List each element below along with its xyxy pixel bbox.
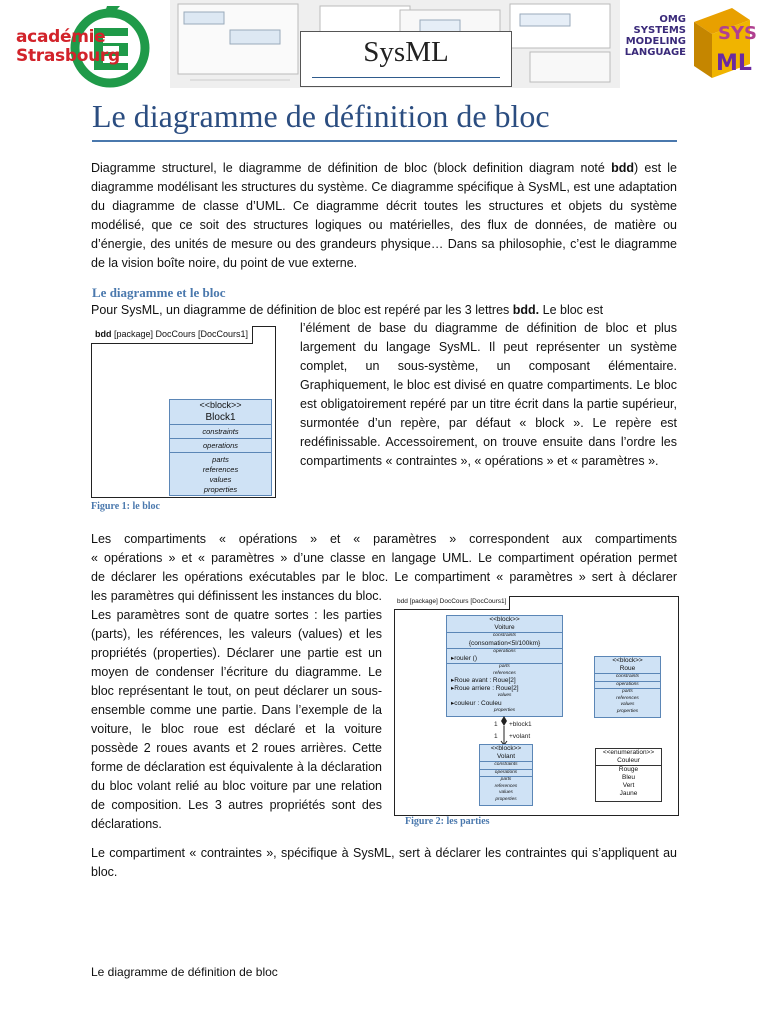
voiture-constraints-label: constraints — [492, 633, 517, 638]
roue-stereotype: <<block>> — [612, 657, 643, 664]
roue-name: Roue — [619, 665, 636, 672]
para2-line3: de déclarer les opérations exécutables par le bloc. Le compartiment « paramètres » sert à déclarer — [91, 570, 677, 584]
omg-sysml-logo — [624, 4, 757, 90]
header-title: SysML — [363, 36, 449, 68]
voiture-value1: ▸couleur : Couleu — [451, 699, 502, 707]
roue-operations: operations — [595, 681, 660, 689]
para3: Le compartiment « contraintes », spécifique à SysML, sert à déclarer les contraintes qui s’appliquent au bloc. — [91, 846, 677, 879]
couleur-enumeration — [595, 748, 662, 802]
roue-constraints: constraints — [595, 673, 660, 681]
voiture-parts-label: parts — [499, 664, 510, 669]
figure1-tab-bdd: bdd — [95, 329, 112, 339]
roue-parts: parts — [595, 688, 660, 696]
enum-name: Couleur — [617, 757, 640, 764]
section-line1-a: Pour SysML, un diagramme de définition de bloc est repéré par les 3 lettres — [91, 303, 513, 317]
link-top-mult: 1 — [494, 721, 498, 728]
academie-line1: académie — [16, 27, 106, 47]
volant-references: references — [494, 783, 518, 789]
academie-line2: Strasbourg — [16, 46, 120, 66]
block1-parts: parts — [212, 455, 229, 464]
omg-line4: LANGUAGE — [624, 47, 686, 58]
roue-properties: properties — [616, 708, 639, 714]
block1 — [169, 399, 272, 496]
omg-line3: MODELING — [625, 36, 686, 47]
section-line1-b: Le bloc est — [539, 303, 604, 317]
section-wrap-paragraph: l’élément de base du diagramme de définition de bloc et plus largement du langage SysML. Il peut représenter un système complet, un sous-système, un composant élémentaire. Graphiquement, le bloc est divisé en quatre compartiments. Le bloc est obligatoirement repéré par un titre écrit dans la partie supérieur, surmontée d’un repère, par défaut « block ». Le repère est redéfinissable. Accessoirement, on trouve ensuite dans l’ordre les compartiments « contraintes », « opérations » et « paramètres ». — [300, 321, 677, 468]
link-bottom-label: +volant — [509, 733, 531, 740]
roue-block — [594, 656, 661, 718]
para2-wrap: les paramètres qui définissent les instances du bloc. Les paramètres sont de quatre sortes : les parties (parts), les références, les valeurs (values) et les propriétés (properties). Déclarer une partie est un moyen de condenser l’écriture du diagramme. Le bloc représentant le tout, on peut déclarer un sous-ensemble comme une partie. Dans l’exemple de la voiture, le bloc roue est déclaré et la voiture possède 2 roues avants et 2 roues arrières. Cette forme de déclaration est équivalente à la déclaration du bloc volant relié au bloc voiture par une relation de composition. Les 3 autres propriétés sont des déclarations. — [91, 589, 382, 831]
page-footer: Le diagramme de définition de bloc — [91, 965, 278, 979]
roue-values: values — [620, 702, 635, 707]
title-underline — [312, 77, 500, 78]
section-line1 — [91, 301, 677, 320]
voiture-part2: ▸Roue arriere : Roue[2] — [451, 685, 519, 692]
section-heading: Le diagramme et le bloc — [92, 285, 226, 300]
enum-value-jaune: Jaune — [619, 790, 638, 797]
figure1-tab-text: [package] DocCours [DocCours1] — [111, 329, 249, 339]
intro-bdd: bdd — [611, 161, 634, 175]
sysml-badge-sys: SYS — [718, 23, 757, 44]
figure1-caption: Figure 1: le bloc — [91, 501, 160, 512]
intro-paragraph — [91, 159, 677, 273]
figure2-caption: Figure 2: les parties — [405, 816, 490, 827]
enum-stereotype: <<enumeration>> — [602, 749, 655, 756]
voiture-name: Voiture — [494, 624, 515, 631]
volant-parts: parts — [480, 776, 532, 784]
figure2-tab: bdd [package] DocCours [DocCours1] — [394, 596, 510, 610]
enum-value-bleu: Bleu — [621, 774, 635, 781]
block1-values: values — [209, 475, 232, 484]
block1-operations: operations — [170, 438, 271, 452]
link-top-label: +block1 — [509, 721, 532, 728]
volant-stereotype: <<block>> — [490, 745, 522, 752]
voiture-part1: ▸Roue avant : Roue[2] — [451, 677, 516, 684]
volant-operations: operations — [480, 769, 532, 777]
enum-value-rouge: Rouge — [618, 766, 639, 773]
enum-value-vert: Vert — [622, 782, 635, 789]
volant-block — [479, 744, 533, 806]
roue-references: references — [616, 695, 639, 701]
composition-link — [480, 714, 540, 746]
block1-name: Block1 — [205, 412, 236, 423]
block1-properties: properties — [203, 485, 238, 494]
intro-text-b: ) est le diagramme modélisant les structures du système. Ce diagramme spécifique à SysML, est une adaptation du diagramme de classe d’UML. Ce diagramme décrit toutes les structures et objets du système modélisé, que ce soit des structures logiques ou matérielles, des flux de données, de matière ou d’énergie, des unités de mesure ou des grandeurs physique… Dans sa philosophie, c’est le diagramme de la vision boîte noire, du point de vue externe. — [91, 161, 677, 270]
para2-line2: « opérations » et « paramètres » d’une classe en langage UML. Le compartiment opération permet — [91, 551, 677, 565]
volant-name: Volant — [496, 753, 516, 760]
sysml-badge-ml: ML — [716, 51, 752, 76]
page-title: Le diagramme de définition de bloc — [92, 98, 550, 134]
voiture-values-label: values — [497, 693, 512, 698]
voiture-stereotype: <<block>> — [489, 616, 520, 623]
block1-stereotype: <<block>> — [199, 400, 242, 410]
volant-properties: properties — [495, 796, 517, 802]
intro-text-a: Diagramme structurel, le diagramme de définition de bloc (block definition diagram noté — [91, 161, 612, 175]
figure1-tab — [91, 326, 253, 344]
voiture-block — [446, 615, 563, 717]
academie-wordmark — [16, 28, 120, 66]
block1-constraints: constraints — [170, 424, 271, 438]
section-bdd: bdd. — [512, 303, 540, 317]
volant-values: values — [499, 790, 513, 795]
voiture-properties-label: properties — [493, 707, 516, 713]
omg-line1: OMG — [659, 14, 686, 25]
voiture-references-label: references — [493, 670, 516, 676]
voiture-operation: ▸rouler () — [451, 655, 478, 662]
link-bottom-mult: 1 — [494, 733, 498, 740]
voiture-operations-label: operations — [493, 648, 516, 654]
volant-constraints: constraints — [480, 761, 532, 769]
title-rule — [92, 140, 677, 142]
para2-line1: Les compartiments « opérations » et « paramètres » correspondent aux compartiments — [91, 532, 677, 546]
block1-references: references — [202, 465, 239, 474]
omg-line2: SYSTEMS — [633, 25, 686, 36]
composition-diamond — [501, 716, 507, 726]
voiture-constraint: {consomation<5l/100km} — [468, 639, 541, 647]
